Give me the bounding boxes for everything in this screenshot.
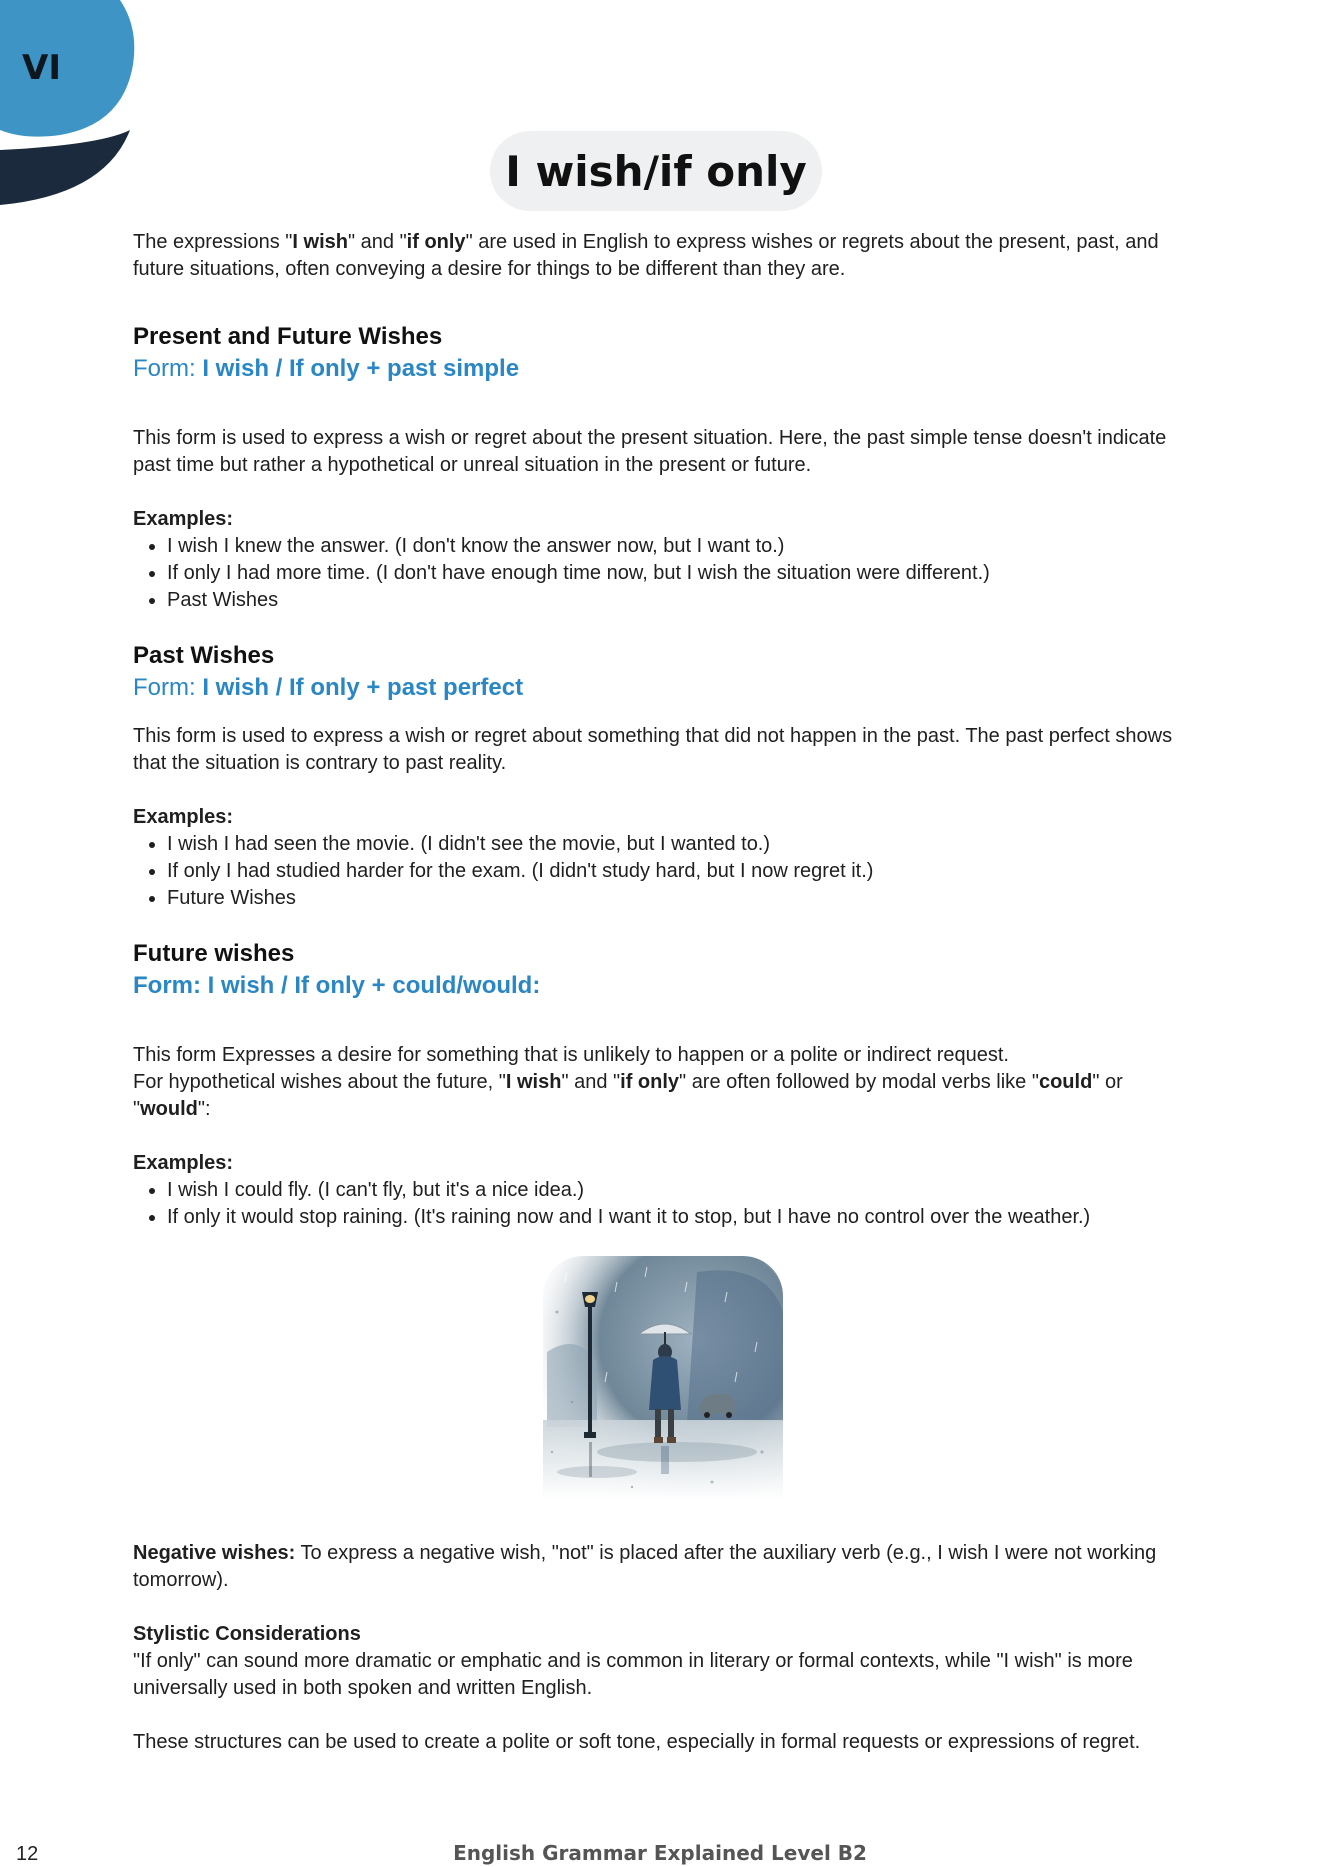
page-title: I wish/if only — [490, 131, 822, 211]
list-item: • Past Wishes — [167, 587, 1193, 614]
list-item: • I wish I could fly. (I can't fly, but it's a nice idea.) — [167, 1177, 1193, 1204]
examples-list-past — [133, 831, 1193, 912]
list-item: • If only I had studied harder for the exam. (I didn't study hard, but I now regret it.) — [167, 858, 1193, 885]
intro-paragraph: The expressions "I wish" and "if only" are used in English to express wishes or regrets about the present, past, and future situations, often conveying a desire for things to be different than they are. — [133, 231, 1159, 280]
page-number: 12 — [16, 1843, 39, 1865]
corner-decoration — [0, 0, 140, 210]
illustration-container — [133, 1252, 1193, 1504]
form-present: Form: I wish / If only + past simple — [133, 355, 520, 382]
description-present: This form is used to express a wish or regret about the present situation. Here, the past simple tense doesn't indicate past time but rather a hypothetical or unreal situation in the present or future. — [133, 427, 1167, 476]
list-item: • Future Wishes — [167, 885, 1193, 912]
section-heading-future: Future wishes — [133, 940, 295, 967]
description-past: This form is used to express a wish or regret about something that did not happen in the past. The past perfect shows that the situation is contrary to past reality. — [133, 725, 1173, 774]
stylistic-paragraph: "If only" can sound more dramatic or emphatic and is common in literary or formal contexts, while "I wish" is more universally used in both spoken and written English. — [133, 1650, 1133, 1699]
form-future: Form: I wish / If only + could/would: — [133, 972, 541, 999]
footer-book-title: English Grammar Explained Level B2 — [453, 1841, 867, 1865]
list-item: • I wish I knew the answer. (I don't know the answer now, but I want to.) — [167, 533, 1193, 560]
stylistic-heading: Stylistic Considerations — [133, 1623, 361, 1645]
section-heading-past: Past Wishes — [133, 642, 275, 669]
examples-list-present — [133, 533, 1193, 614]
page-content — [133, 229, 1193, 1756]
description-future-1: This form Expresses a desire for something that is unlikely to happen or a polite or indirect request. — [133, 1044, 1009, 1066]
list-item: • I wish I had seen the movie. (I didn't see the movie, but I wanted to.) — [167, 831, 1193, 858]
negative-wishes-paragraph: Negative wishes: To express a negative wish, "not" is placed after the auxiliary verb (e.g., I wish I were not working tomorrow). — [133, 1542, 1157, 1591]
form-past: Form: I wish / If only + past perfect — [133, 674, 524, 701]
examples-label: Examples: — [133, 1152, 234, 1174]
examples-label: Examples: — [133, 806, 234, 828]
description-future-2: For hypothetical wishes about the future, "I wish" and "if only" are often followed by modal verbs like "could" or "would": — [133, 1071, 1123, 1120]
chapter-label: VI — [22, 48, 61, 88]
list-item: • If only I had more time. (I don't have enough time now, but I wish the situation were different.) — [167, 560, 1193, 587]
examples-label: Examples: — [133, 508, 234, 530]
closing-paragraph: These structures can be used to create a polite or soft tone, especially in formal requests or expressions of regret. — [133, 1731, 1141, 1753]
list-item: • If only it would stop raining. (It's raining now and I want it to stop, but I have no control over the weather.) — [167, 1204, 1193, 1231]
examples-list-future — [133, 1177, 1193, 1231]
rainy-street-illustration — [537, 1252, 789, 1504]
section-heading-present: Present and Future Wishes — [133, 323, 443, 350]
